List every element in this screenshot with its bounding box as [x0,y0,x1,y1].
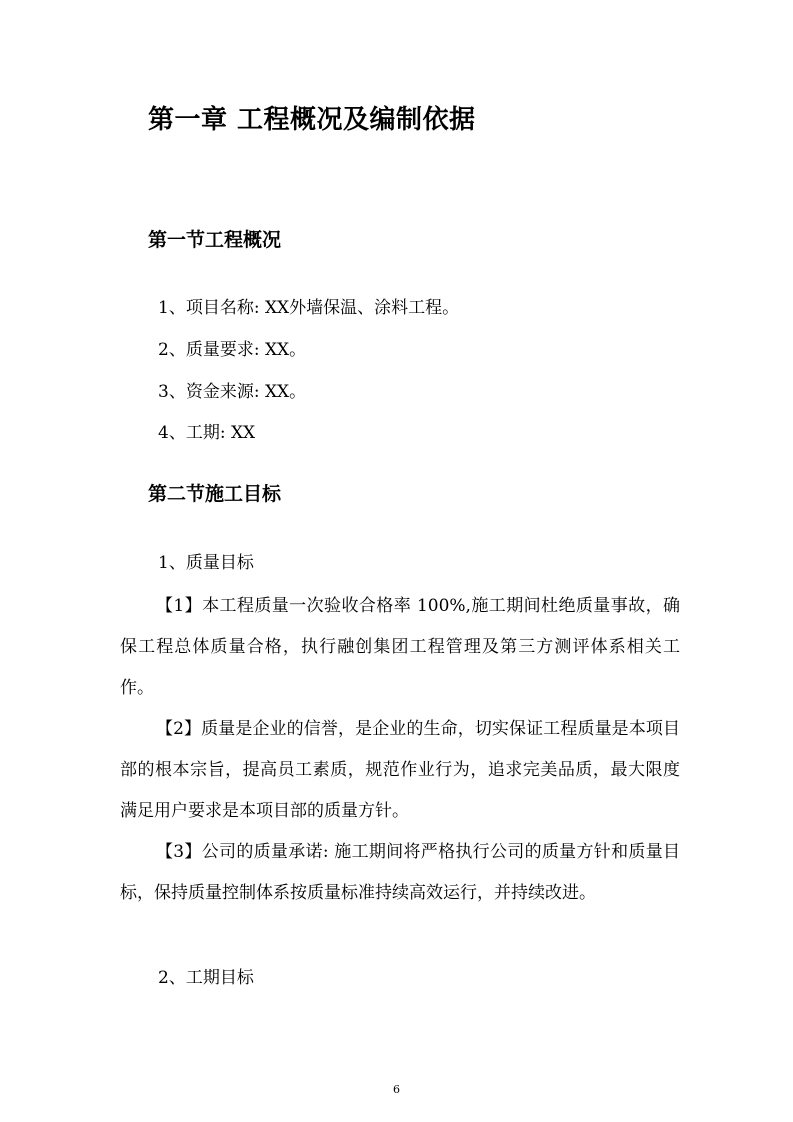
section-title-goals: 第二节施工目标 [148,483,282,505]
overview-item-funding-source: 3、资金来源: XX。 [158,382,307,402]
quality-paragraph-1: 【1】本工程质量一次验收合格率 100%,施工期间杜绝质量事故，确保工程总体质量合格，执行融创集团工程管理及第三方测评体系相关工作。 [120,596,680,698]
quality-paragraph-2: 【2】质量是企业的信誉，是企业的生命，切实保证工程质量是本项目部的根本宗旨，提高员工素质，规范作业行为，追求完美品质，最大限度满足用户要求是本项目部的质量方针。 [120,719,680,821]
overview-item-duration: 4、工期: XX [158,423,256,443]
overview-item-project-name: 1、项目名称: XX外墙保温、涂料工程。 [158,298,460,318]
goal-subheading-schedule: 2、工期目标 [158,968,254,988]
goal-subheading-quality: 1、质量目标 [158,553,254,573]
overview-item-quality-requirement: 2、质量要求: XX。 [158,340,307,360]
section-title-overview: 第一节工程概况 [148,229,282,251]
quality-paragraph-3: 【3】公司的质量承诺: 施工期间将严格执行公司的质量方针和质量目标，保持质量控制体系按质量标准持续高效运行，并持续改进。 [120,842,680,903]
page-number: 6 [393,1083,400,1096]
chapter-title: 第一章 工程概况及编制依据 [148,105,476,135]
